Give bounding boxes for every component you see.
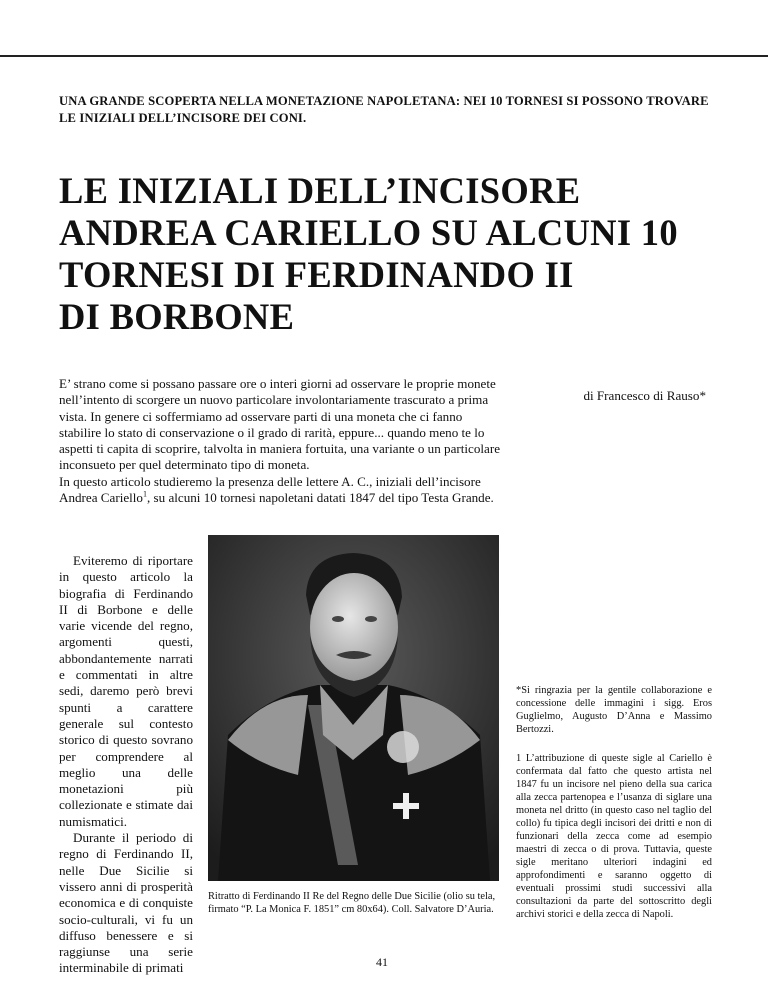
- column-paragraph-2: Durante il periodo di regno di Ferdinando II, nelle Due Sicilie si vissero anni di prosperità economica e di conquiste socio-culturali, vi fu un diffuso benessere e si raggiunse una serie interminabile di primati: [59, 830, 193, 976]
- article-kicker: UNA GRANDE SCOPERTA NELLA MONETAZIONE NAPOLETANA: NEI 10 TORNESI SI POSSONO TROVARE LE INIZIALI DELL’INCISORE DEI CONI.: [59, 94, 709, 125]
- title-line-4: DI BORBONE: [59, 296, 295, 337]
- header-rule: [0, 55, 768, 57]
- footnotes: [516, 684, 712, 921]
- intro-text: [59, 376, 506, 506]
- narrow-column: [59, 553, 193, 977]
- portrait-caption: Ritratto di Ferdinando II Re del Regno delle Due Sicilie (olio su tela, firmato “P. La Monica F. 1851” cm 80x64). Coll. Salvatore D’Auria.: [208, 891, 496, 915]
- intro-paragraph-2-start: In questo articolo studieremo la presenza delle lettere A. C., iniziali dell’incisore Andrea Cariello: [59, 473, 481, 505]
- title-line-3: TORNESI DI FERDINANDO II: [59, 254, 574, 295]
- title-line-2: ANDREA CARIELLO SU ALCUNI 10: [59, 212, 678, 253]
- intro-paragraph-2-end: , su alcuni 10 tornesi napoletani datati 1847 del tipo Testa Grande.: [146, 489, 494, 505]
- intro-paragraph-2: [59, 474, 506, 507]
- article-title: [59, 170, 739, 338]
- column-paragraph-1: Eviteremo di riportare in questo articolo la biografia di Ferdinando II di Borbone e delle varie vicende del regno, argomenti questi, abbondantemente narrati e commentati in altre sedi, daremo però brevi spunti a carattere generale sul contesto storico di questo sovrano per comprendere al meglio una delle monetazioni più collezionate e stimate dai numismatici.: [59, 553, 193, 829]
- portrait-image: [208, 535, 499, 881]
- intro-paragraph-1: E’ strano come si possano passare ore o interi giorni ad osservare le proprie monete nell’intento di scorgere un nuovo particolare involontariamente trascurato a prima vista. In genere ci soffermiamo ad osservare parti di una moneta che ci fanno stabilire lo stato di conservazione o il grado di rarità, eppure... quando meno te lo aspetti ti capita di scoprire, talvolta in maniera fortuita, una variante o un particolare inconsueto per quel determinato tipo di moneta.: [59, 376, 501, 473]
- page-number: 41: [376, 955, 388, 969]
- author-byline: di Francesco di Rauso*: [583, 388, 706, 403]
- title-line-1: LE INIZIALI DELL’INCISORE: [59, 170, 581, 211]
- footnote-thanks: *Si ringrazia per la gentile collaborazione e concessione delle immagini i sigg. Eros Guglielmo, Augusto D’Anna e Massimo Bertozzi.: [516, 685, 712, 735]
- footnote-ref-1[interactable]: 1: [142, 489, 147, 499]
- footnote-1: 1 L’attribuzione di queste sigle al Cariello è confermata dal fatto che questo artista nel 1847 fu un incisore nel pieno della sua carica alla zecca partenopea e l’usanza di siglare una moneta nel dritto (in questo caso nel taglio del collo) fu tipica degli incisori dei dritti e non di funzionari della zecca come ad esempio maestri di zecca o di prova. Tuttavia, queste sigle meritano ulteriori indagini ed approfondimenti e saranno oggetto di eventuali prossimi studi successivi alla consultazioni da parte del sottoscritto degli archivi storici e della zecca di Napoli.: [516, 753, 712, 920]
